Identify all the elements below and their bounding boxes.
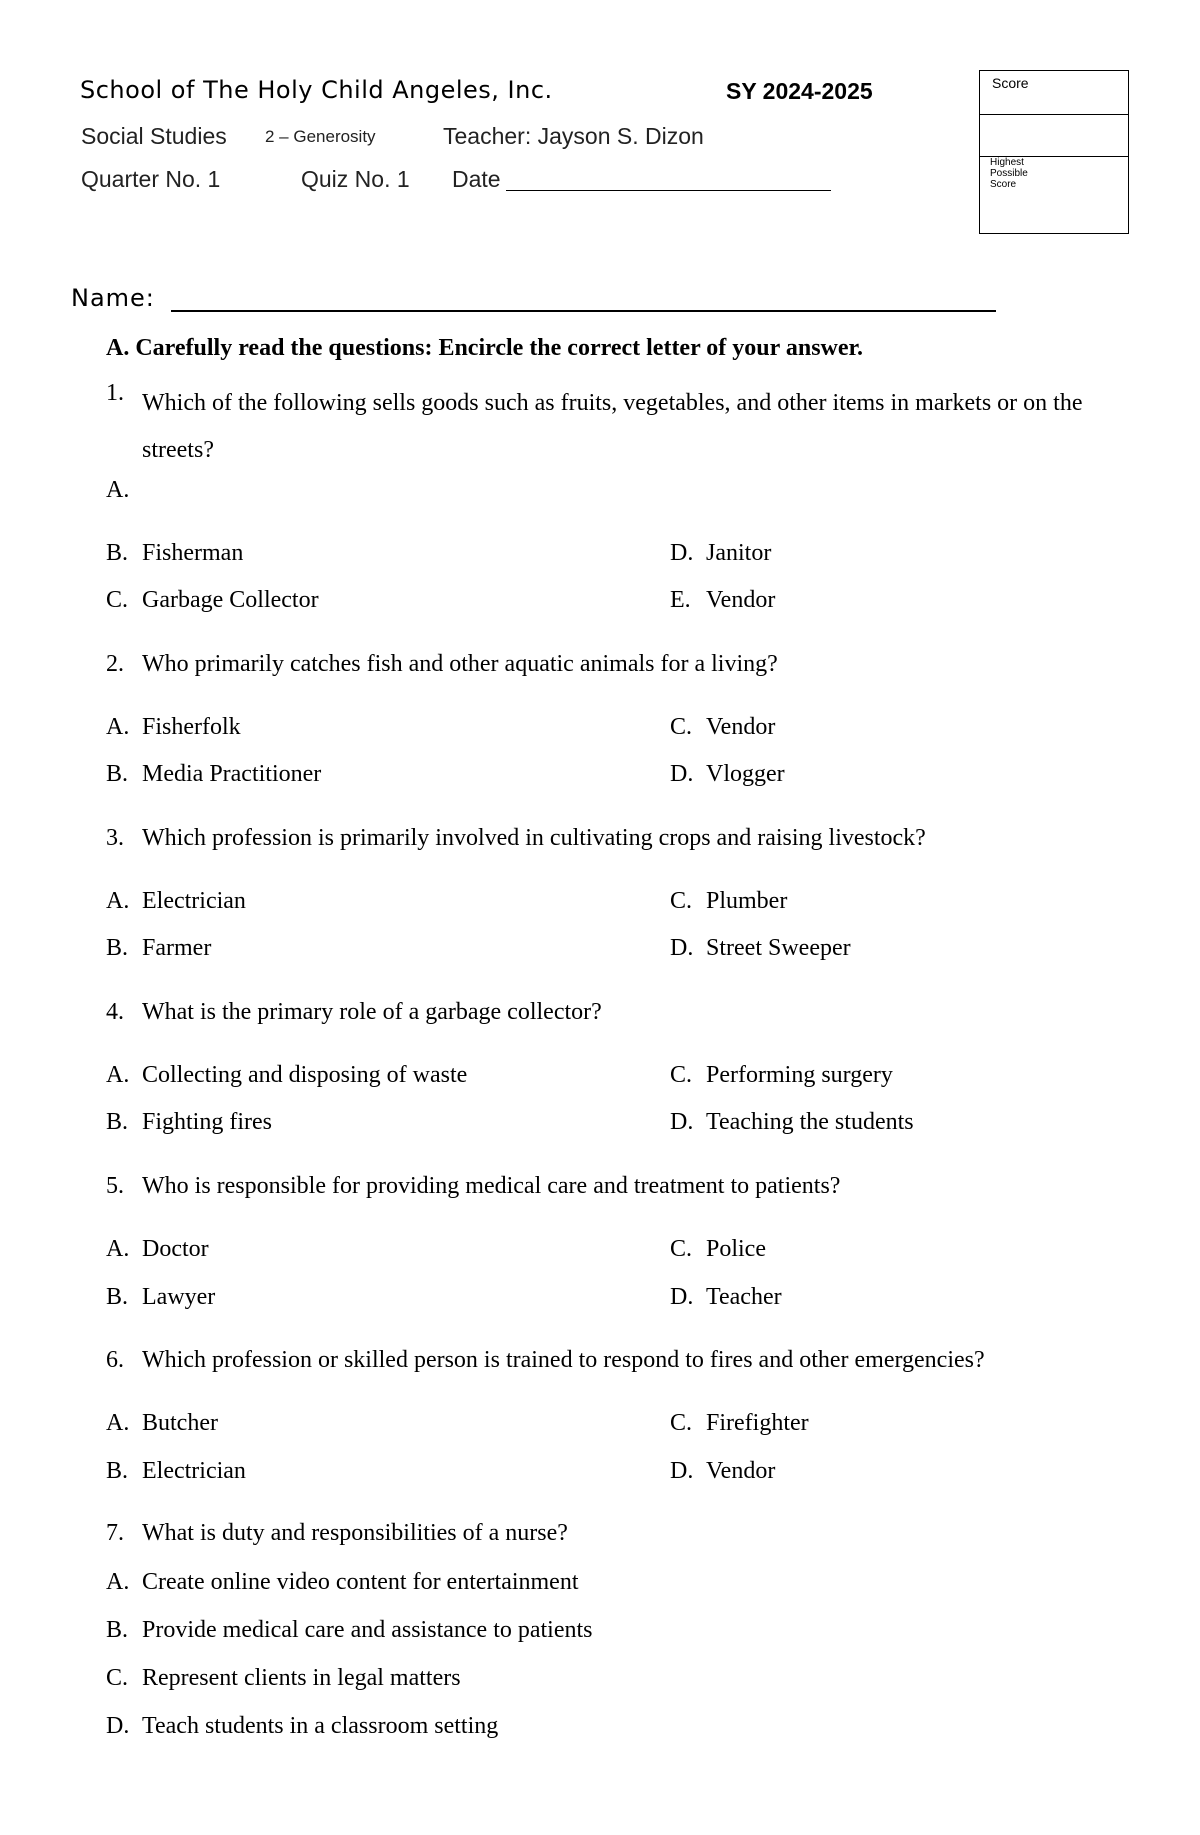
option-3-c[interactable] xyxy=(670,888,787,915)
date-label: Date xyxy=(452,166,501,192)
option-letter: B. xyxy=(106,1458,129,1484)
question-number: 4. xyxy=(106,999,124,1025)
option-2-b[interactable] xyxy=(106,761,321,788)
option-text: Vendor xyxy=(706,587,776,613)
option-text: Create online video content for entertainment xyxy=(142,1569,579,1595)
question-number: 2. xyxy=(106,651,124,677)
question-text: Who is responsible for providing medical care and treatment to patients? xyxy=(142,1173,841,1199)
hps-line-1: Highest xyxy=(990,157,1024,168)
option-letter: C. xyxy=(670,888,693,914)
option-letter: B. xyxy=(106,1617,129,1643)
subject: Social Studies xyxy=(81,123,227,149)
question-text: Who primarily catches fish and other aquatic animals for a living? xyxy=(142,651,778,677)
option-letter: B. xyxy=(106,1284,129,1310)
option-letter: E. xyxy=(670,587,691,613)
option-text: Farmer xyxy=(142,935,212,961)
highest-possible-score-label xyxy=(990,157,1050,190)
option-text: Fisherfolk xyxy=(142,714,241,740)
option-1-a[interactable] xyxy=(106,477,142,504)
option-text: Firefighter xyxy=(706,1410,809,1436)
hps-line-3: Score xyxy=(990,179,1017,190)
question-number: 5. xyxy=(106,1173,124,1199)
option-letter: A. xyxy=(106,714,130,740)
option-text: Street Sweeper xyxy=(706,935,851,961)
option-letter: C. xyxy=(670,1062,693,1088)
option-3-d[interactable] xyxy=(670,935,851,962)
option-text: Vendor xyxy=(706,1458,776,1484)
option-text: Police xyxy=(706,1236,766,1262)
option-text: Provide medical care and assistance to patients xyxy=(142,1617,593,1643)
option-letter: A. xyxy=(106,1062,130,1088)
option-letter: D. xyxy=(670,761,694,787)
option-text: Vlogger xyxy=(706,761,785,787)
option-5-b[interactable] xyxy=(106,1284,215,1311)
instruction: A. Carefully read the questions: Encircle the correct letter of your answer. xyxy=(106,335,863,361)
option-text: Represent clients in legal matters xyxy=(142,1665,461,1691)
option-2-c[interactable] xyxy=(670,714,775,741)
quiz-number: Quiz No. 1 xyxy=(301,166,410,192)
option-text: Teach students in a classroom setting xyxy=(142,1713,499,1739)
option-6-b[interactable] xyxy=(106,1458,246,1485)
date-blank-line[interactable] xyxy=(506,190,831,191)
question-text: What is duty and responsibilities of a nurse? xyxy=(142,1520,568,1546)
question-text: Which profession is primarily involved in cultivating crops and raising livestock? xyxy=(142,825,926,851)
option-text: Teacher xyxy=(706,1284,782,1310)
option-text: Performing surgery xyxy=(706,1062,893,1088)
school-name: School of The Holy Child Angeles, Inc. xyxy=(80,76,553,104)
option-7-a[interactable] xyxy=(106,1569,579,1596)
option-letter: D. xyxy=(106,1713,130,1739)
option-text: Fisherman xyxy=(142,540,244,566)
option-1-e[interactable] xyxy=(670,587,775,614)
option-3-a[interactable] xyxy=(106,888,246,915)
option-7-b[interactable] xyxy=(106,1617,593,1644)
option-text: Janitor xyxy=(706,540,772,566)
option-2-a[interactable] xyxy=(106,714,241,741)
option-text: Garbage Collector xyxy=(142,587,319,613)
option-5-a[interactable] xyxy=(106,1236,209,1263)
option-letter: C. xyxy=(106,1665,129,1691)
option-text: Lawyer xyxy=(142,1284,216,1310)
option-letter: D. xyxy=(670,540,694,566)
option-letter: A. xyxy=(106,1236,130,1262)
option-letter: C. xyxy=(670,1236,693,1262)
option-1-c[interactable] xyxy=(106,587,319,614)
quarter: Quarter No. 1 xyxy=(81,166,221,192)
teacher: Teacher: Jayson S. Dizon xyxy=(443,123,704,149)
score-box xyxy=(979,70,1129,234)
option-letter: C. xyxy=(670,1410,693,1436)
option-text: Doctor xyxy=(142,1236,209,1262)
option-5-d[interactable] xyxy=(670,1284,782,1311)
hps-line-2: Possible xyxy=(990,168,1028,179)
option-text: Butcher xyxy=(142,1410,218,1436)
option-6-c[interactable] xyxy=(670,1410,809,1437)
option-text: Teaching the students xyxy=(706,1109,914,1135)
option-1-d[interactable] xyxy=(670,540,771,567)
question-text: Which of the following sells goods such as fruits, vegetables, and other items in markets or on the streets? xyxy=(142,390,1083,463)
score-divider xyxy=(980,114,1128,115)
option-text: Collecting and disposing of waste xyxy=(142,1062,468,1088)
school-year: SY 2024-2025 xyxy=(726,78,873,104)
option-text: Fighting fires xyxy=(142,1109,272,1135)
option-letter: A. xyxy=(106,1410,130,1436)
option-text: Vendor xyxy=(706,714,776,740)
question-number: 6. xyxy=(106,1347,124,1373)
option-letter: A. xyxy=(106,477,130,503)
option-letter: A. xyxy=(106,1569,130,1595)
question-text: What is the primary role of a garbage collector? xyxy=(142,999,602,1025)
option-letter: D. xyxy=(670,1284,694,1310)
option-text: Plumber xyxy=(706,888,788,914)
section: 2 – Generosity xyxy=(265,127,376,146)
option-1-b[interactable] xyxy=(106,540,243,567)
question-number: 7. xyxy=(106,1520,124,1546)
option-6-d[interactable] xyxy=(670,1458,775,1485)
option-text: Electrician xyxy=(142,888,246,914)
score-label: Score xyxy=(992,75,1029,91)
option-5-c[interactable] xyxy=(670,1236,766,1263)
option-7-d[interactable] xyxy=(106,1713,498,1740)
option-4-b[interactable] xyxy=(106,1109,272,1136)
option-letter: B. xyxy=(106,935,129,961)
option-4-a[interactable] xyxy=(106,1062,467,1089)
option-letter: B. xyxy=(106,761,129,787)
option-letter: C. xyxy=(670,714,693,740)
question-text: Which profession or skilled person is trained to respond to fires and other emergencies? xyxy=(142,1347,985,1373)
option-letter: B. xyxy=(106,540,129,566)
option-text: Electrician xyxy=(142,1458,246,1484)
name-blank-line[interactable] xyxy=(171,310,996,312)
option-4-d[interactable] xyxy=(670,1109,914,1136)
option-2-d[interactable] xyxy=(670,761,785,788)
option-letter: D. xyxy=(670,1109,694,1135)
option-6-a[interactable] xyxy=(106,1410,218,1437)
question-number: 3. xyxy=(106,825,124,851)
option-3-b[interactable] xyxy=(106,935,211,962)
option-letter: A. xyxy=(106,888,130,914)
option-letter: B. xyxy=(106,1109,129,1135)
option-letter: D. xyxy=(670,1458,694,1484)
option-letter: D. xyxy=(670,935,694,961)
option-4-c[interactable] xyxy=(670,1062,893,1089)
option-letter: C. xyxy=(106,587,129,613)
option-text: Media Practitioner xyxy=(142,761,322,787)
question-number: 1. xyxy=(106,380,124,406)
option-7-c[interactable] xyxy=(106,1665,461,1692)
name-label: Name: xyxy=(71,284,155,312)
